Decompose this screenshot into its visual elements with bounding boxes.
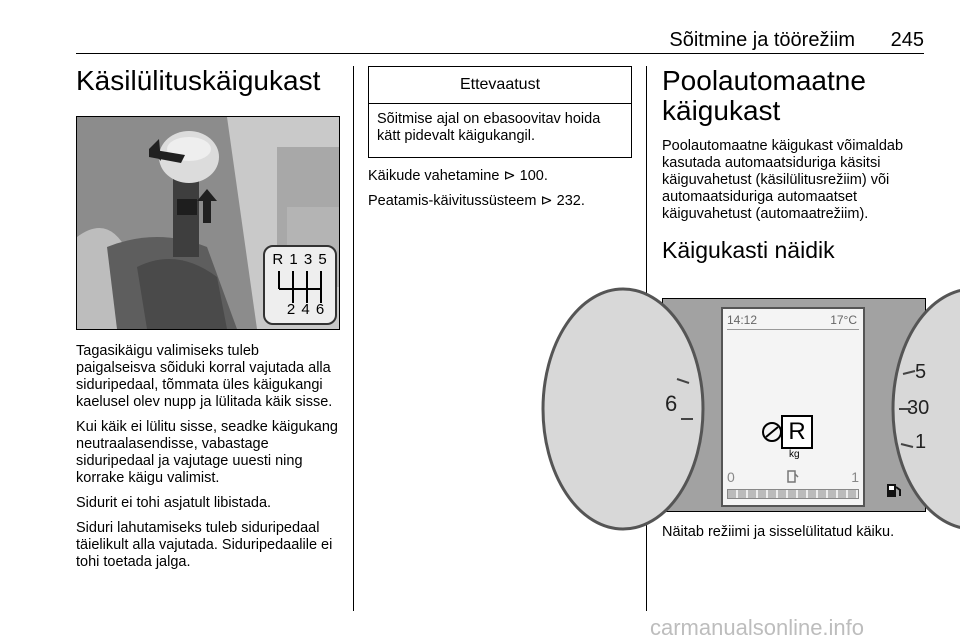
section-heading-manual-gearbox: Käsilülituskäigukast: [76, 65, 321, 96]
load-unit-label: kg: [789, 449, 800, 460]
shift-pattern-top: R 1 3 5: [272, 251, 328, 268]
caution-text: Sõitmise ajal on ebasoovitav hoida kätt pidevalt käigukangil.: [377, 111, 601, 144]
caution-box: [368, 66, 632, 158]
shift-pattern-badge: [263, 245, 337, 325]
instrument-display: [721, 307, 865, 507]
fuel-pump-icon: [787, 469, 799, 483]
clutch-icon: [761, 421, 783, 443]
gear-indicator-figure: [662, 298, 930, 512]
column-divider-1: [353, 66, 354, 611]
reference-stop-start[interactable]: Peatamis-käivitussüsteem ⊳ 232.: [368, 193, 585, 209]
tacho-label-6: 6: [665, 391, 678, 416]
gear-lever-figure: [76, 116, 340, 330]
running-header-title: Sõitmine ja töörežiim: [669, 29, 855, 51]
column-1: [76, 66, 340, 96]
scale-min: 0: [727, 469, 735, 485]
figure-caption: [662, 524, 926, 549]
reference-arrow-icon: ⊳: [540, 193, 553, 209]
shift-pattern-bottom: 2 4 6: [286, 301, 326, 318]
scale-max: 1: [851, 469, 859, 485]
paragraph: Sidurit ei tohi asjatult libistada.: [76, 495, 272, 511]
reference-arrow-icon: ⊳: [503, 168, 516, 184]
gear-indicator-box: R: [781, 415, 813, 449]
paragraph: Tagasikäigu valimiseks tuleb paigalseisva sõiduki korral vajutada alla siduripedaal, tõmmata üles käigukangi kaelusel olev nupp ja lülitada käik sisse.: [76, 343, 333, 410]
display-temperature: 17°C: [830, 313, 857, 327]
speedo-label-30: 30: [907, 397, 930, 419]
subheading-gear-indicator: Käigukasti näidik: [662, 237, 835, 263]
fuel-gauge-bar: [727, 489, 859, 499]
column-3: [662, 66, 926, 264]
watermark: carmanualsonline.info: [650, 615, 865, 640]
caution-heading: Ettevaatust: [369, 67, 631, 104]
display-time: 14:12: [727, 313, 758, 327]
paragraph: Siduri lahutamiseks tuleb siduripedaal täielikult alla vajutada. Siduripedaalile ei tohi toetada jalga.: [76, 520, 333, 570]
paragraph: Kui käik ei lülitu sisse, seadke käigukang neutraalasendisse, vabastage siduripedaal ja vajutage uuesti ning korrake käigu valimist.: [76, 419, 338, 486]
page-number: 245: [890, 29, 924, 51]
speedo-label-5: 5: [915, 361, 927, 383]
speedo-label-1: 1: [915, 431, 927, 453]
cross-references: [368, 168, 638, 218]
caption-text: Näitab režiimi ja sisselülitatud käiku.: [662, 524, 895, 540]
header-rule: [76, 53, 924, 54]
section-heading-semi-automatic: Poolautomaatne käigukast: [662, 65, 866, 126]
reference-gear-shifting[interactable]: Käikude vahetamine ⊳ 100.: [368, 168, 548, 184]
fuel-warning-icon: [885, 481, 903, 499]
intro-paragraph: Poolautomaatne käigukast võimaldab kasutada automaatsiduriga käsitsi käiguvahetust (käsilülitusrežiim) või automaatsiduriga automaatset käiguvahetust (automaatrežiim).: [662, 138, 904, 222]
column-1-text: [76, 343, 340, 579]
